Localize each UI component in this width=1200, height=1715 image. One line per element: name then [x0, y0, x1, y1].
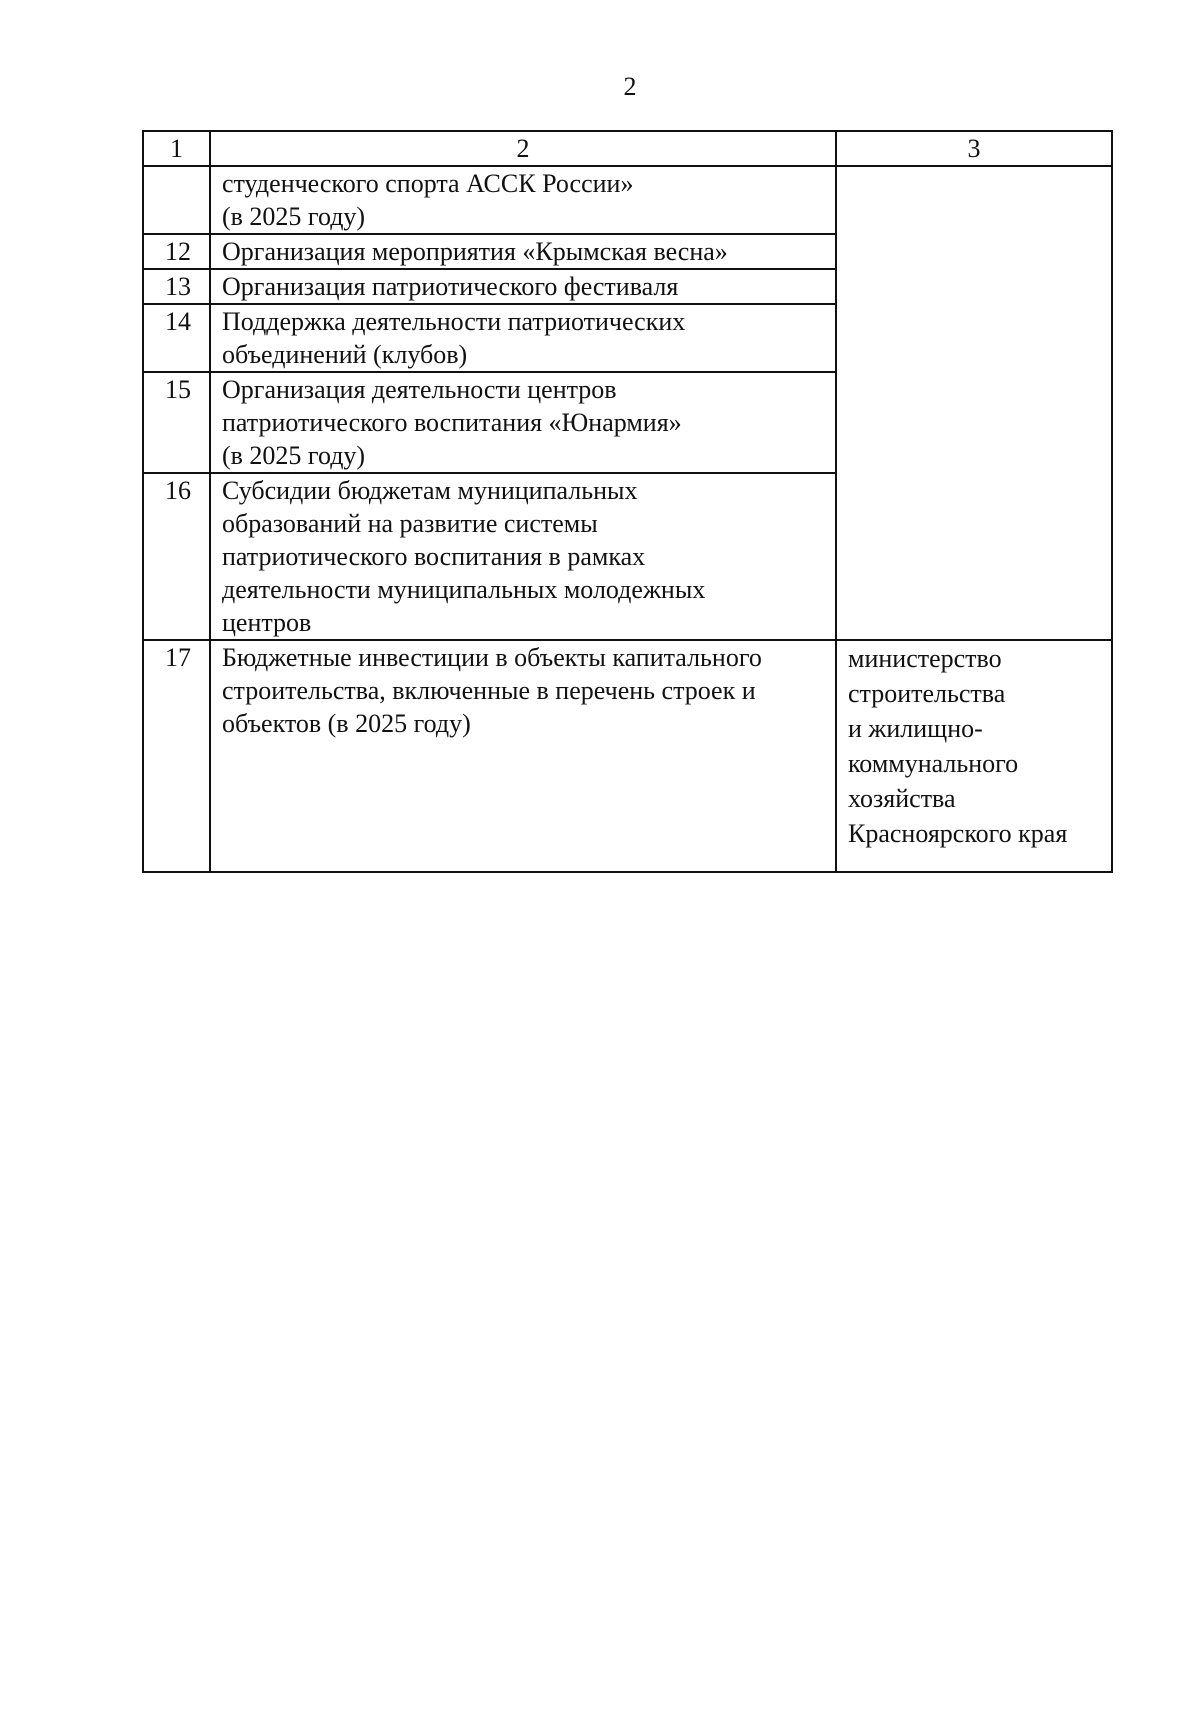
description-line: строительства, включенные в перечень строек и [222, 676, 756, 705]
description-line: Поддержка деятельности патриотических [222, 307, 686, 336]
description-line: образований на развитие системы [222, 509, 598, 538]
row-description [210, 372, 836, 473]
page-number: 2 [623, 72, 637, 101]
description-line: патриотического воспитания «Юнармия» [222, 408, 682, 437]
description-line: Организация деятельности центров [222, 375, 617, 404]
responsible-line: коммунального [848, 749, 1019, 778]
description-line: (в 2025 году) [222, 202, 366, 231]
row-number: 15 [143, 372, 210, 473]
row-number: 14 [143, 304, 210, 372]
description-line: деятельности муниципальных молодежных [222, 575, 706, 604]
table-row-17 [143, 640, 1112, 872]
header-col-2: 2 [210, 131, 836, 166]
row-description [210, 166, 836, 234]
description-line: патриотического воспитания в рамках [222, 542, 646, 571]
responsible-cell [836, 640, 1112, 872]
responsible-line: хозяйства [848, 784, 956, 813]
description-line: Бюджетные инвестиции в объекты капитального [222, 643, 762, 672]
row-description [210, 473, 836, 640]
responsible-line: строительства [848, 679, 1006, 708]
description-line: Организация патриотического фестиваля [222, 272, 679, 301]
table-row-continuation [143, 166, 1112, 234]
description-line: (в 2025 году) [222, 441, 366, 470]
responsible-line: министерство [848, 644, 1002, 673]
row-number [143, 166, 210, 234]
row-description [210, 640, 836, 872]
row-description [210, 234, 836, 269]
row-number: 16 [143, 473, 210, 640]
row-description [210, 269, 836, 304]
responsible-cell-merged [836, 166, 1112, 640]
header-col-1: 1 [143, 131, 210, 166]
description-line: Субсидии бюджетам муниципальных [222, 476, 638, 505]
measures-table [142, 130, 1113, 873]
row-description [210, 304, 836, 372]
row-number: 13 [143, 269, 210, 304]
table-header-row [143, 131, 1112, 166]
responsible-line: и жилищно- [848, 714, 983, 743]
description-line: объектов (в 2025 году) [222, 709, 471, 738]
header-col-3: 3 [836, 131, 1112, 166]
description-line: Организация мероприятия «Крымская весна» [222, 237, 728, 266]
responsible-line: Красноярского края [848, 819, 1068, 848]
description-line: объединений (клубов) [222, 340, 468, 369]
description-line: центров [222, 608, 312, 637]
description-line: студенческого спорта АССК России» [222, 169, 634, 198]
row-number: 12 [143, 234, 210, 269]
row-number: 17 [143, 640, 210, 872]
